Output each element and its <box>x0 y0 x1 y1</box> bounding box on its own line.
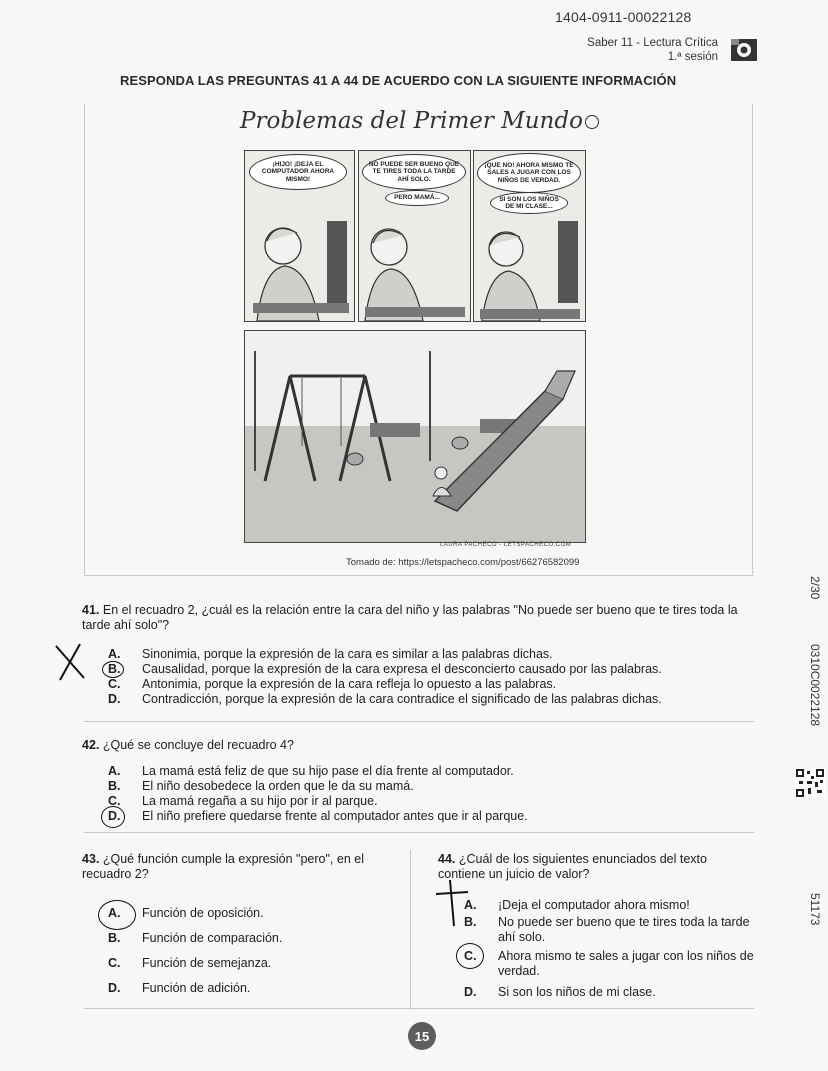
option-a[interactable]: A. Sinonimia, porque la expresión de la cara es similar a las palabras dichas. <box>108 647 553 661</box>
page-number: 15 <box>408 1022 436 1050</box>
speech-bubble: ¡QUE NO! AHORA MISMO TE SALES A JUGAR CON LOS NIÑOS DE VERDAD. <box>477 153 581 193</box>
option-c[interactable]: C. Función de semejanza. <box>108 956 272 970</box>
boy-at-computer-illustration <box>245 191 354 321</box>
option-d[interactable]: D. Contradicción, porque la expresión de la cara contradice el significado de las palabras dichas. <box>108 692 662 706</box>
question-44-options <box>464 898 754 1000</box>
speech-bubble: ¡HIJO! ¡DEJA EL COMPUTADOR AHORA MISMO! <box>249 154 347 190</box>
question-41-options <box>108 647 748 707</box>
frame-left-line <box>84 104 85 574</box>
comic-panel-3 <box>473 150 586 322</box>
question-number: 44. <box>438 852 456 866</box>
option-b[interactable]: B. Causalidad, porque la expresión de la cara expresa el desconcierto causado por las palabras. <box>108 662 662 676</box>
option-b[interactable]: B. Función de comparación. <box>108 931 283 945</box>
exam-header <box>587 36 718 64</box>
globe-icon <box>585 115 599 129</box>
boy-sad-illustration <box>474 215 585 321</box>
option-a[interactable]: A. ¡Deja el computador ahora mismo! <box>464 898 690 912</box>
boy-surprised-illustration <box>359 207 470 321</box>
question-42-options <box>108 764 748 824</box>
park-illustration <box>245 331 585 542</box>
side-page-fraction: 2/30 <box>808 576 822 600</box>
comic-panel-4 <box>244 330 586 543</box>
question-number: 42. <box>82 738 100 752</box>
comic-source: Tomado de: https://letspacheco.com/post/66276582099 <box>346 557 580 568</box>
icfes-logo-icon <box>730 36 758 64</box>
cross-mark-icon <box>432 878 472 928</box>
option-c[interactable]: C. La mamá regaña a su hijo por ir al parque. <box>108 794 378 808</box>
instruction-heading: RESPONDA LAS PREGUNTAS 41 A 44 DE ACUERDO CON LA SIGUIENTE INFORMACIÓN <box>120 73 677 88</box>
comic-title-text: Problemas del Primer Mundo <box>240 108 583 134</box>
exam-session: 1.ª sesión <box>667 51 718 63</box>
question-text: ¿Cuál de los siguientes enunciados del texto contiene un juicio de valor? <box>438 852 707 881</box>
comic-title <box>240 108 599 134</box>
option-b[interactable]: B. El niño desobedece la orden que le da su mamá. <box>108 779 414 793</box>
frame-right-line <box>752 104 753 574</box>
question-43-options <box>108 906 398 996</box>
option-b[interactable]: B. No puede ser bueno que te tires toda la tarde ahí solo. <box>464 915 750 944</box>
side-code: 0310C0022128 <box>808 644 822 727</box>
speech-bubble: SI SON LOS NIÑOS DE MI CLASE... <box>490 192 568 214</box>
question-43 <box>82 852 400 881</box>
option-a[interactable]: A. Función de oposición. <box>108 906 264 920</box>
option-a[interactable]: A. La mamá está feliz de que su hijo pase el día frente al computador. <box>108 764 514 778</box>
option-d[interactable]: D. El niño prefiere quedarse frente al computador antes que ir al parque. <box>108 809 528 823</box>
document-id: 1404-0911-00022128 <box>555 9 692 25</box>
answer-circle-mark <box>102 661 124 678</box>
question-42 <box>82 738 752 753</box>
question-44 <box>438 852 754 881</box>
question-number: 41. <box>82 603 100 617</box>
divider <box>84 1008 754 1009</box>
comic-panel-1 <box>244 150 355 322</box>
divider <box>84 721 754 722</box>
option-d[interactable]: D. Si son los niños de mi clase. <box>464 985 656 999</box>
option-d[interactable]: D. Función de adición. <box>108 981 251 995</box>
question-text: ¿Qué función cumple la expresión "pero", en el recuadro 2? <box>82 852 364 881</box>
divider <box>84 832 754 833</box>
question-number: 43. <box>82 852 100 866</box>
side-number: 51173 <box>808 893 822 926</box>
speech-bubble: PERO MAMÁ... <box>385 190 449 206</box>
option-c[interactable]: C. Antonimia, porque la expresión de la cara refleja lo opuesto a las palabras. <box>108 677 557 691</box>
option-c[interactable]: C. Ahora mismo te sales a jugar con los niños de verdad. <box>464 949 754 978</box>
question-41 <box>82 603 752 632</box>
question-text: En el recuadro 2, ¿cuál es la relación entre la cara del niño y las palabras "No puede ser bueno que te tires toda la tarde ahí solo"? <box>82 603 738 632</box>
speech-bubble: NO PUEDE SER BUENO QUE TE TIRES TODA LA TARDE AHÍ SOLO. <box>362 154 466 190</box>
cross-mark-icon <box>50 640 90 682</box>
answer-circle-mark <box>456 943 484 969</box>
comic-signature: LAURA PACHECO - LETSPACHECO.COM <box>440 542 572 548</box>
qr-code-icon <box>795 768 825 798</box>
comic-panel-2 <box>358 150 471 322</box>
frame-bottom-line <box>84 575 754 576</box>
exam-title: Saber 11 - Lectura Crítica <box>587 37 718 49</box>
column-divider <box>410 850 411 1010</box>
answer-circle-mark <box>101 806 125 828</box>
question-text: ¿Qué se concluye del recuadro 4? <box>102 738 294 752</box>
answer-circle-mark <box>98 900 136 930</box>
